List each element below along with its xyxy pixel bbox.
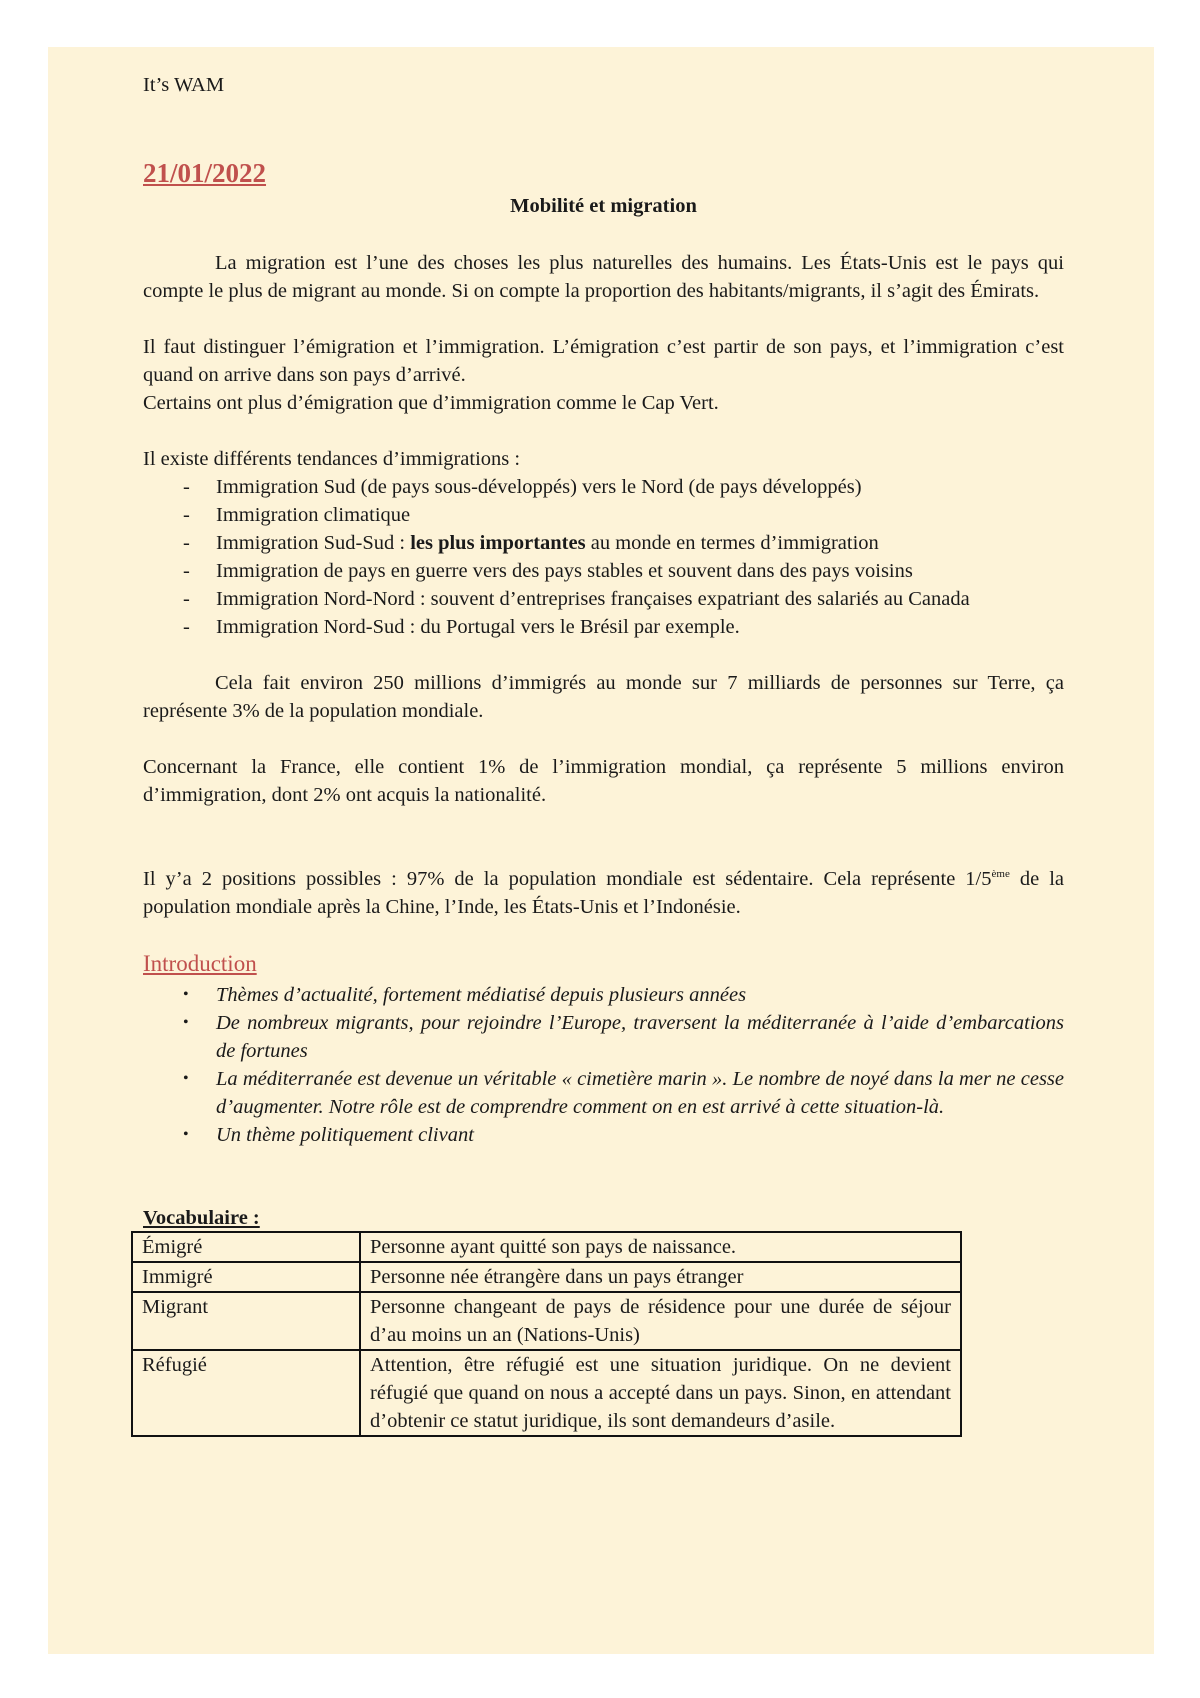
table-row [132,1292,961,1350]
list-item: - Immigration climatique [143,501,1064,529]
list-item-text: La méditerranée est devenue un véritable « cimetière marin ». Le nombre de noyé dans la mer ne cesse d’augmenter. Notre rôle est de comprendre comment on en est arrivé à cette situation-là. [216,1068,1064,1118]
positions-superscript: ème [991,868,1010,881]
paragraph-positions [143,865,1064,921]
bullet-icon: • [183,986,189,1003]
paragraph-distinction: Il faut distinguer l’émigration et l’immigration. L’émigration c’est partir de son pays, et l’immigration c’est quand on arrive dans son pays d’arrivé. [143,336,1064,386]
positions-text-end: de la population mondiale après la Chine, l’Inde, les États-Unis et l’Indonésie. [143,868,1064,918]
page-header: It’s WAM [143,74,225,96]
table-row [132,1232,961,1262]
list-item: - Immigration de pays en guerre vers des pays stables et souvent dans des pays voisins [143,557,1064,585]
introduction-heading: Introduction [143,951,257,976]
list-item [143,1121,1064,1149]
document-page [48,47,1154,1654]
table-cell-definition: Personne née étrangère dans un pays étranger [360,1262,961,1292]
bullet-icon: • [183,1014,189,1031]
table-cell-term: Réfugié [132,1350,360,1436]
list-item [143,529,1064,557]
document-content [143,71,1064,1437]
table-cell-definition: Personne ayant quitté son pays de naissance. [360,1232,961,1262]
date-heading: 21/01/2022 [143,158,267,188]
introduction-list [143,981,1064,1149]
list-item [143,1009,1064,1065]
table-cell-term: Migrant [132,1292,360,1350]
table-row [132,1262,961,1292]
bullet-icon: • [183,1070,189,1087]
bullet-icon: • [183,1126,189,1143]
list-item-text: Thèmes d’actualité, fortement médiatisé depuis plusieurs années [216,984,747,1006]
table-cell-definition: Personne changeant de pays de résidence pour une durée de séjour d’au moins un an (Nations-Unis) [360,1292,961,1350]
vocabulaire-heading: Vocabulaire : [143,1207,260,1229]
list-item: - Immigration Sud (de pays sous-développés) vers le Nord (de pays développés) [143,473,1064,501]
list-item-text: Un thème politiquement clivant [216,1124,474,1146]
vocabulaire-table [131,1231,962,1437]
list-item-text: Immigration Sud-Sud : [216,532,411,554]
paragraph-france: Concernant la France, elle contient 1% de l’immigration mondial, ça représente 5 millions environ d’immigration, dont 2% ont acquis la nationalité. [143,756,1064,806]
table-row [132,1350,961,1436]
list-item [143,981,1064,1009]
positions-text: Il y’a 2 positions possibles : 97% de la population mondiale est sédentaire. Cela représente 1/5 [143,868,992,890]
paragraph-tendances: Il existe différents tendances d’immigrations : [143,448,521,470]
table-cell-term: Émigré [132,1232,360,1262]
list-item-text: au monde en termes d’immigration [585,532,879,554]
list-item-text: De nombreux migrants, pour rejoindre l’Europe, traversent la méditerranée à l’aide d’embarcations de fortunes [216,1012,1064,1062]
list-item: - Immigration Nord-Nord : souvent d’entreprises françaises expatriant des salariés au Canada [143,585,1064,613]
table-cell-term: Immigré [132,1262,360,1292]
tendances-list [143,473,1064,641]
page-title: Mobilité et migration [510,195,697,217]
list-item: - Immigration Nord-Sud : du Portugal vers le Brésil par exemple. [143,613,1064,641]
list-item-bold: les plus importantes [410,532,586,554]
paragraph-intro: La migration est l’une des choses les plus naturelles des humains. Les États-Unis est le pays qui compte le plus de migrant au monde. Si on compte la proportion des habitants/migrants, il s’agit des Émirats. [143,252,1064,302]
paragraph-cap-vert: Certains ont plus d’émigration que d’immigration comme le Cap Vert. [143,392,719,414]
paragraph-statistics: Cela fait environ 250 millions d’immigrés au monde sur 7 milliards de personnes sur Terre, ça représente 3% de la population mondiale. [143,672,1064,722]
list-item [143,1065,1064,1121]
table-cell-definition: Attention, être réfugié est une situation juridique. On ne devient réfugié que quand on nous a accepté dans un pays. Sinon, en attendant d’obtenir ce statut juridique, ils sont demandeurs d’asile. [360,1350,961,1436]
